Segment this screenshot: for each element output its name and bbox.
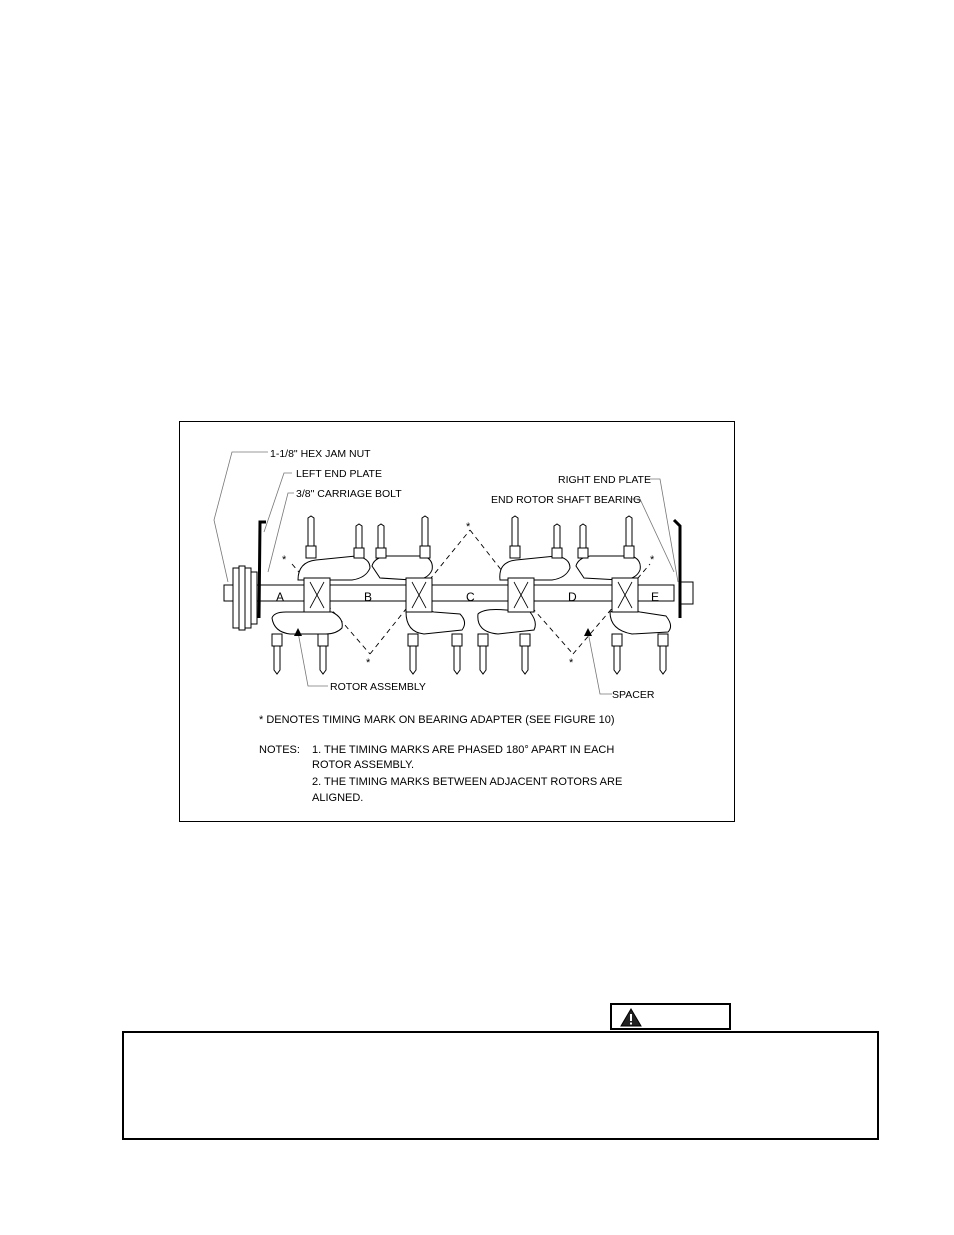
section-label-b: B	[364, 590, 373, 604]
label-carriage-bolt: 3/8" CARRIAGE BOLT	[296, 488, 402, 500]
label-spacer: SPACER	[612, 689, 655, 701]
note-1-line-2: ROTOR ASSEMBLY.	[312, 759, 415, 771]
timing-mark: *	[366, 657, 371, 669]
label-right-end-plate: RIGHT END PLATE	[558, 474, 651, 486]
section-label-d: D	[568, 590, 577, 604]
section-label-e: E	[651, 590, 660, 604]
section-label-a: A	[276, 590, 285, 604]
label-left-end-plate: LEFT END PLATE	[296, 468, 382, 480]
note-2-line-2: ALIGNED.	[312, 792, 364, 804]
warning-triangle-icon	[620, 1008, 642, 1027]
rotor-assembly-diagram	[180, 422, 736, 823]
note-2-line-1: 2. THE TIMING MARKS BETWEEN ADJACENT ROTORS ARE	[312, 776, 623, 788]
timing-mark: *	[466, 521, 471, 533]
figure-frame	[179, 421, 735, 822]
notes-heading: NOTES:	[259, 744, 300, 756]
label-rotor-assembly: ROTOR ASSEMBLY	[330, 681, 426, 693]
warning-box	[122, 1031, 879, 1140]
timing-mark-legend: * DENOTES TIMING MARK ON BEARING ADAPTER (SEE FIGURE 10)	[259, 714, 615, 726]
timing-mark: *	[569, 657, 574, 669]
timing-mark: *	[650, 554, 655, 566]
timing-mark: *	[282, 554, 287, 566]
note-1-line-1: 1. THE TIMING MARKS ARE PHASED 180° APART IN EACH	[312, 744, 615, 756]
label-end-rotor-shaft-bearing: END ROTOR SHAFT BEARING	[491, 494, 642, 506]
warning-tab	[610, 1003, 731, 1030]
section-label-c: C	[466, 590, 475, 604]
label-hex-jam-nut: 1-1/8" HEX JAM NUT	[270, 448, 371, 460]
